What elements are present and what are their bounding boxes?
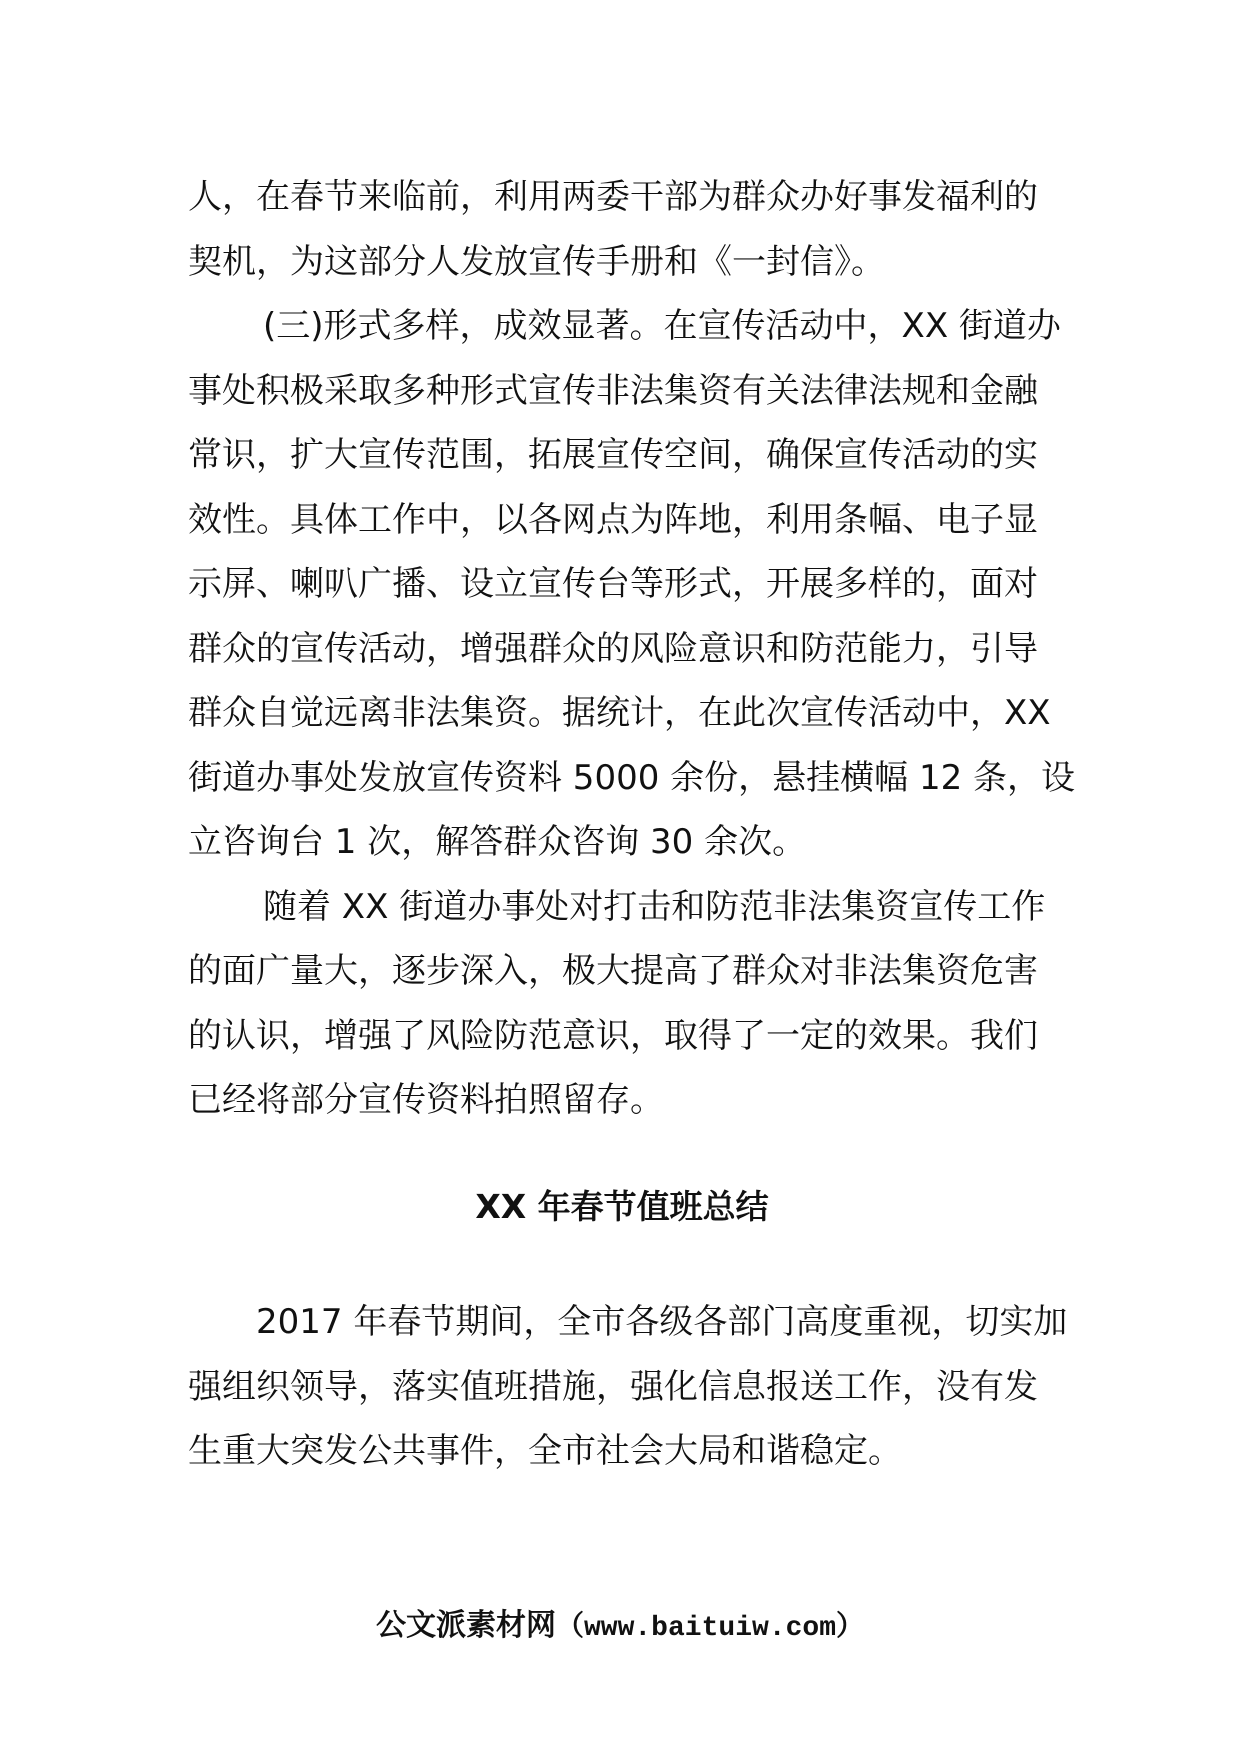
paragraph-2-line-9: 立咨询台 1 次，解答群众咨询 30 余次。	[188, 822, 807, 862]
paragraph-2-line-2: 事处积极采取多种形式宣传非法集资有关法律法规和金融	[188, 370, 1038, 411]
paragraph-1-line-1: 人，在春节来临前，利用两委干部为群众办好事发福利的	[188, 177, 1038, 217]
summary-body	[188, 1290, 1068, 1484]
paragraph-3-line-2: 的面广量大，逐步深入，极大提高了群众对非法集资危害	[188, 951, 1038, 991]
footer-url[interactable]: （www.baituiw.com）	[555, 1613, 865, 1644]
paragraph-2-line-5: 示屏、喇叭广播、设立宣传台等形式，开展多样的，面对	[188, 564, 1038, 604]
paragraph-1-line-2: 契机，为这部分人发放宣传手册和《一封信》。	[188, 241, 885, 282]
paragraph-4-line-1: 2017 年春节期间，全市各级各部门高度重视，切实加	[256, 1302, 1068, 1342]
paragraph-4-line-3: 生重大突发公共事件，全市社会大局和谐稳定。	[188, 1431, 902, 1471]
paragraph-4-line-2: 强组织领导，落实值班措施，强化信息报送工作，没有发	[188, 1366, 1038, 1407]
footer-site-name: 公文派素材网	[375, 1608, 556, 1643]
paragraph-3-line-1: 随着 XX 街道办事处对打击和防范非法集资宣传工作	[263, 886, 1046, 927]
document-body	[188, 165, 1076, 1133]
paragraph-3-line-4: 已经将部分宣传资料拍照留存。	[188, 1080, 664, 1120]
paragraph-2-line-6: 群众的宣传活动，增强群众的风险意识和防范能力，引导	[188, 628, 1038, 669]
paragraph-2-line-3: 常识，扩大宣传范围，拓展宣传空间，确保宣传活动的实	[188, 435, 1038, 475]
section-title: XX 年春节值班总结	[475, 1187, 769, 1226]
footer-watermark	[0, 1598, 1240, 1654]
paragraph-2-line-4: 效性。具体工作中，以各网点为阵地，利用条幅、电子显	[188, 499, 1038, 540]
paragraph-3-line-3: 的认识，增强了风险防范意识，取得了一定的效果。我们	[188, 1015, 1038, 1056]
paragraph-2-line-7: 群众自觉远离非法集资。据统计，在此次宣传活动中，XX	[188, 693, 1051, 733]
paragraph-2-line-1: (三)形式多样，成效显著。在宣传活动中，XX 街道办	[263, 306, 1061, 346]
paragraph-2-line-8: 街道办事处发放宣传资料 5000 余份，悬挂横幅 12 条，设	[188, 757, 1076, 798]
